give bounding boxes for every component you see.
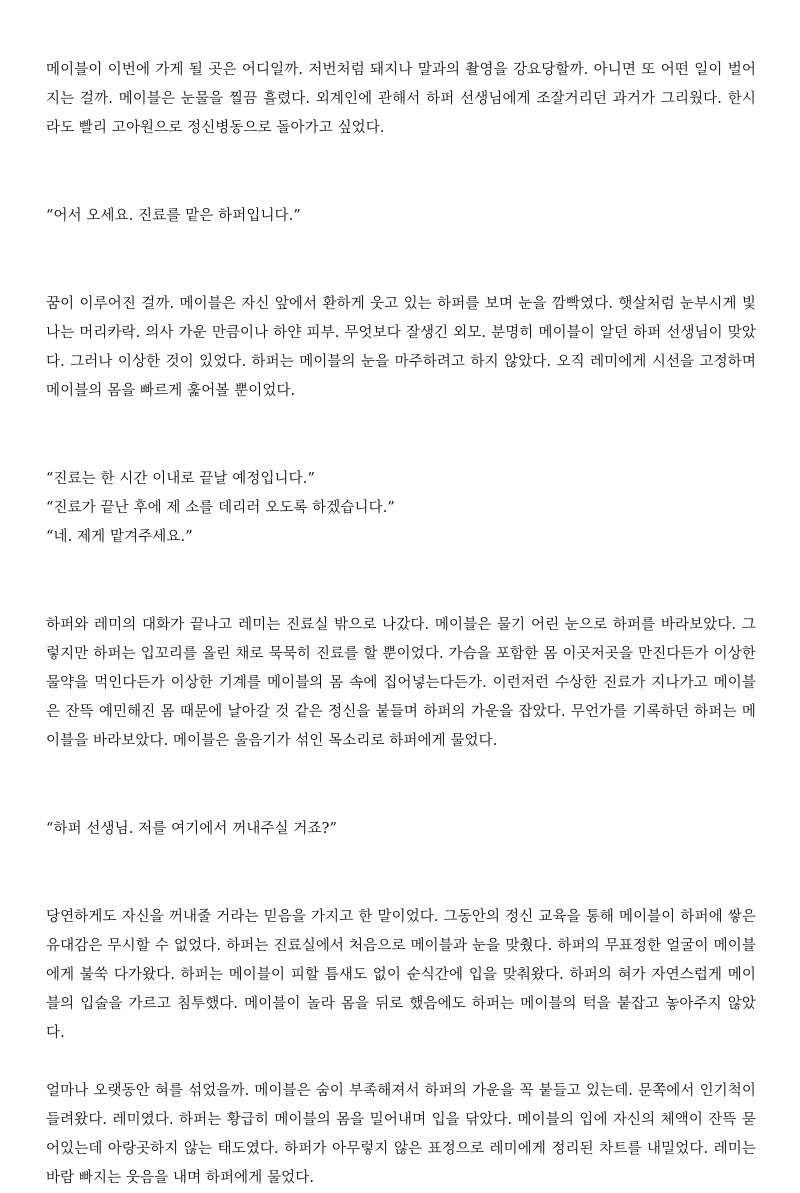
- spacer: [46, 406, 756, 465]
- paragraph-4: 당연하게도 자신을 꺼내줄 거라는 믿음을 가지고 한 말이었다. 그동안의 정신 교육을 통해 메이블이 하퍼에 쌓은 유대감은 무시할 수 없었다. 하퍼는 진료실에서 처음으로 메이블과 눈을 맞췄다. 하퍼의 무표정한 얼굴이 메이블에게 불쑥 다가왔다. 하퍼는 메이블이 피할 틈새도 없이 순식간에 입을 맞춰왔다. 하퍼의 혀가 자연스럽게 메이블의 입술을 가르고 침투했다. 메이블이 놀라 몸을 뒤로 했음에도 하퍼는 메이블의 턱을 붙잡고 놓아주지 않았다.: [46, 909, 756, 1041]
- paragraph-1: 메이블이 이번에 가게 될 곳은 어디일까. 저번처럼 돼지나 말과의 촬영을 강요당할까. 아니면 또 어떤 일이 벌어지는 걸까. 메이블은 눈물을 찔끔 흘렸다. 외계인에 관해서 하퍼 선생님에게 조잘거리던 과거가 그리웠다. 한시라도 빨리 고아원으로 정신병동으로 돌아가고 싶었다.: [46, 62, 756, 136]
- spacer: [46, 231, 756, 290]
- dialogue-line-3: “진료가 끝난 후에 제 소를 데리러 오도록 하겠습니다.”: [46, 500, 395, 516]
- document-page: [46, 56, 756, 1193]
- spacer: [46, 756, 756, 815]
- paragraph-5: 얼마나 오랫동안 혀를 섞었을까. 메이블은 숨이 부족해져서 하퍼의 가운을 꼭 붙들고 있는데. 문쪽에서 인기척이 들려왔다. 레미였다. 하퍼는 황급히 메이블의 몸을 밀어내며 입을 닦았다. 메이블의 입에 자신의 체액이 잔뜩 묻어있는데 아랑곳하지 않는 태도였다. 하퍼가 아무렇지 않은 표정으로 레미에게 정리된 차트를 내밀었다. 레미는 바람 빠지는 웃음을 내며 하퍼에게 물었다.: [46, 1083, 756, 1186]
- spacer: [46, 552, 756, 611]
- paragraph-3: 하퍼와 레미의 대화가 끝나고 레미는 진료실 밖으로 나갔다. 메이블은 물기 어린 눈으로 하퍼를 바라보았다. 그렇지만 하퍼는 입꼬리를 올린 채로 묵묵히 진료를 할 뿐이었다. 가슴을 포함한 몸 이곳저곳을 만진다든가 이상한 물약을 먹인다든가 이상한 기계를 메이블의 몸 속에 집어넣는다든가. 이런저런 수상한 진료가 지나가고 메이블은 잔뜩 예민해진 몸 때문에 날아갈 것 같은 정신을 붙들며 하퍼의 가운을 잡았다. 무언가를 기록하던 하퍼는 메이블을 바라보았다. 메이블은 울음기가 섞인 목소리로 하퍼에게 물었다.: [46, 617, 756, 749]
- spacer: [46, 844, 756, 903]
- dialogue-line-5: “하퍼 선생님. 저를 여기에서 꺼내주실 거죠?”: [46, 821, 337, 837]
- spacer: [46, 1048, 756, 1077]
- spacer: [46, 143, 756, 202]
- dialogue-line-4: “네. 제게 맡겨주세요.”: [46, 529, 193, 545]
- paragraph-2: 꿈이 이루어진 걸까. 메이블은 자신 앞에서 환하게 웃고 있는 하퍼를 보며 눈을 깜빡였다. 햇살처럼 눈부시게 빛나는 머리카락. 의사 가운 만큼이나 하얀 피부. 무엇보다 잘생긴 외모. 분명히 메이블이 알던 하퍼 선생님이 맞았다. 그러나 이상한 것이 있었다. 하퍼는 메이블의 눈을 마주하려고 하지 않았다. 오직 레미에게 시선을 고정하며 메이블의 몸을 빠르게 훑어볼 뿐이었다.: [46, 296, 756, 399]
- dialogue-line-1: “어서 오세요. 진료를 맡은 하퍼입니다.”: [46, 208, 301, 224]
- dialogue-line-2: “진료는 한 시간 이내로 끝날 예정입니다.”: [46, 471, 315, 487]
